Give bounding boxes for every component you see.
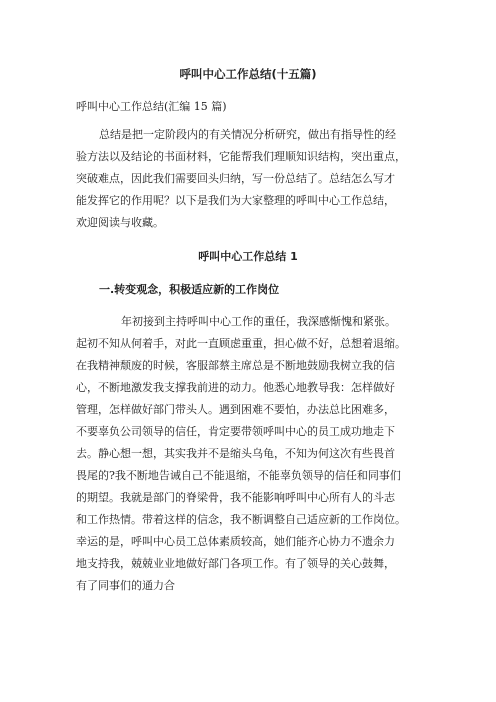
intro-line-4: 能发挥它的作用呢？以下是我们为大家整理的呼叫中心工作总结，	[76, 194, 395, 207]
body-line-7: 去。静心想一想，其实我并不是缩头乌龟，不知为何这次有些畏首	[76, 447, 395, 460]
body-line-1: 年初接到主持呼叫中心工作的重任，我深感惭愧和紧张。	[121, 315, 396, 328]
body-line-2: 起初不知从何着手，对此一直顾虑重重，担心做不好，总想着退缩。	[76, 337, 406, 350]
body-line-3: 在我精神颓废的时候，客服部蔡主席总是不断地鼓励我树立我的信	[76, 359, 395, 372]
section-heading: 一.转变观念，积极适应新的工作岗位	[99, 283, 280, 296]
section-title: 呼叫中心工作总结 1	[198, 250, 298, 263]
intro-line-2: 验方法以及结论的书面材料，它能帮我们理顺知识结构，突出重点，	[76, 150, 406, 163]
body-line-5: 管理，怎样做好部门带头人。遇到困难不要怕，办法总比困难多，	[76, 403, 395, 416]
body-line-12: 地支持我，兢兢业业地做好部门各项工作。有了领导的关心鼓舞，	[76, 557, 395, 570]
intro-line-5: 欢迎阅读与收藏。	[76, 216, 164, 229]
body-line-13: 有了同事们的通力合	[76, 579, 175, 592]
intro-line-1: 总结是把一定阶段内的有关情况分析研究，做出有指导性的经	[99, 128, 396, 141]
body-line-9: 的期望。我就是部门的脊梁骨，我不能影响呼叫中心所有人的斗志	[76, 491, 395, 504]
document-subtitle: 呼叫中心工作总结(汇编 15 篇)	[76, 100, 227, 113]
intro-line-3: 突破难点，因此我们需要回头归纳，写一份总结了。总结怎么写才	[76, 172, 395, 185]
body-line-10: 和工作热情。带着这样的信念，我不断调整自己适应新的工作岗位。	[76, 513, 406, 526]
body-line-8: 畏尾的?我不断地告诫自己不能退缩，不能辜负领导的信任和同事们	[76, 469, 401, 482]
document-title: 呼叫中心工作总结(十五篇)	[179, 67, 317, 81]
body-line-6: 不要辜负公司领导的信任，肯定要带领呼叫中心的员工成功地走下	[76, 425, 395, 438]
body-line-11: 幸运的是，呼叫中心员工总体素质较高，她们能齐心协力不遗余力	[76, 535, 395, 548]
body-line-4: 心，不断地激发我支撑我前进的动力。他悉心地教导我：怎样做好	[76, 381, 395, 394]
